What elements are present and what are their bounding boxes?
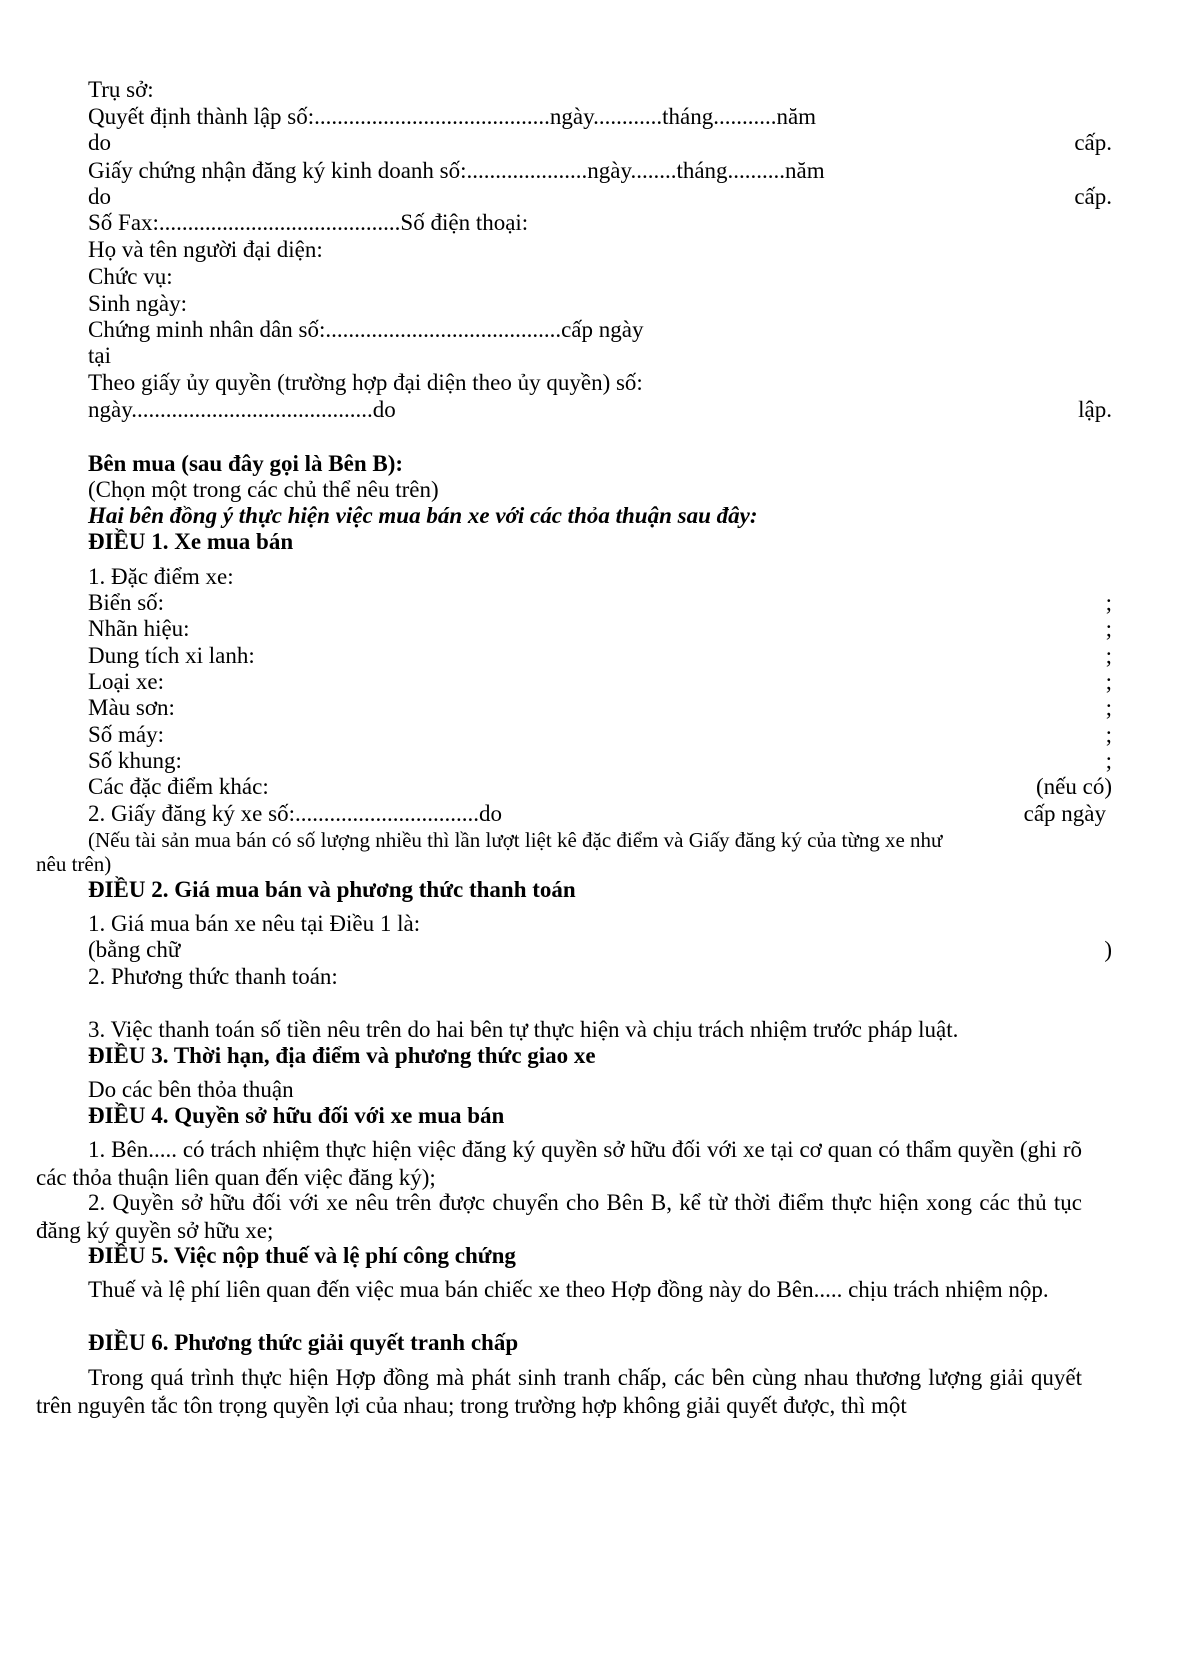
gia-mua-ban-line: 1. Giá mua bán xe nêu tại Điều 1 là: xyxy=(88,911,421,936)
hai-ben-dong-y-line: Hai bên đồng ý thực hiện việc mua bán xe với các thỏa thuận sau đây: xyxy=(88,503,758,528)
cmnd-line: Chứng minh nhân dân số:.........................................cấp ngày xyxy=(88,317,644,342)
dung-tich-line xyxy=(88,642,1112,670)
giay-chung-nhan-dkkd-line: Giấy chứng nhận đăng ký kinh doanh số:.....................ngày........tháng..........năm xyxy=(88,158,825,183)
close-paren: ) xyxy=(1104,937,1112,962)
semicolon: ; xyxy=(1105,669,1112,694)
semicolon: ; xyxy=(1105,748,1112,773)
neu-tai-san-line-1: (Nếu tài sản mua bán có số lượng nhiều thì lần lượt liệt kê đặc điểm và Giấy đăng ký của từng xe như xyxy=(88,828,943,852)
do-cac-ben-line: Do các bên thỏa thuận xyxy=(88,1077,294,1102)
so-khung-line xyxy=(88,747,1112,775)
bang-chu-line xyxy=(88,936,1112,964)
semicolon: ; xyxy=(1105,722,1112,747)
giay-dang-ky-xe-label: 2. Giấy đăng ký xe số:................................do xyxy=(88,801,502,826)
so-khung-label: Số khung: xyxy=(88,748,182,773)
ben-mua-heading: Bên mua (sau đây gọi là Bên B): xyxy=(88,451,404,476)
dieu-4-heading: ĐIỀU 4. Quyền sở hữu đối với xe mua bán xyxy=(88,1103,505,1128)
dac-diem-xe-line: 1. Đặc điểm xe: xyxy=(88,564,234,589)
loai-xe-line xyxy=(88,668,1112,696)
do-cap-line-1 xyxy=(88,129,1112,157)
cap-ngay-label: cấp ngày xyxy=(1023,801,1106,826)
dung-tich-label: Dung tích xi lanh: xyxy=(88,643,255,668)
ngay-do-label: ngày..........................................do xyxy=(88,397,396,422)
sinh-ngay-line: Sinh ngày: xyxy=(88,291,188,316)
dac-diem-khac-line xyxy=(88,773,1112,801)
dieu-4-paragraph-1: 1. Bên..... có trách nhiệm thực hiện việc đăng ký quyền sở hữu đối với xe tại cơ quan có thẩm quyền (ghi rõ các thỏa thuận liên quan đến việc đăng ký); xyxy=(36,1137,1082,1190)
phuong-thuc-thanh-toan-line: 2. Phương thức thanh toán: xyxy=(88,964,338,989)
nhan-hieu-line xyxy=(88,615,1112,643)
cap-label: cấp. xyxy=(1074,184,1112,209)
semicolon: ; xyxy=(1105,590,1112,615)
mau-son-label: Màu sơn: xyxy=(88,695,175,720)
dieu-3-heading: ĐIỀU 3. Thời hạn, địa điểm và phương thức giao xe xyxy=(88,1043,596,1068)
do-label: do xyxy=(88,184,111,209)
viec-thanh-toan-line: 3. Việc thanh toán số tiền nêu trên do hai bên tự thực hiện và chịu trách nhiệm trước pháp luật. xyxy=(88,1017,959,1042)
quyet-dinh-thanh-lap-line: Quyết định thành lập số:.........................................ngày............tháng...........năm xyxy=(88,104,817,129)
dieu-5-paragraph: Thuế và lệ phí liên quan đến việc mua bán chiếc xe theo Hợp đồng này do Bên..... chịu trách nhiệm nộp. xyxy=(88,1277,1049,1302)
neu-co-label: (nếu có) xyxy=(1036,774,1112,799)
chuc-vu-line: Chức vụ: xyxy=(88,264,173,289)
bang-chu-label: (bằng chữ xyxy=(88,937,181,962)
nhan-hieu-label: Nhãn hiệu: xyxy=(88,616,190,641)
do-label: do xyxy=(88,130,111,155)
dieu-4-paragraph-2: 2. Quyền sở hữu đối với xe nêu trên được chuyển cho Bên B, kể từ thời điểm thực hiện xong các thủ tục đăng ký quyền sở hữu xe; xyxy=(36,1190,1082,1243)
ngay-do-lap-line xyxy=(88,396,1112,424)
dieu-1-heading: ĐIỀU 1. Xe mua bán xyxy=(88,529,294,554)
cap-label: cấp. xyxy=(1074,130,1112,155)
bien-so-line xyxy=(88,589,1112,617)
ho-ten-dai-dien-line: Họ và tên người đại diện: xyxy=(88,237,323,262)
mau-son-line xyxy=(88,694,1112,722)
dieu-5-heading: ĐIỀU 5. Việc nộp thuế và lệ phí công chứng xyxy=(88,1243,516,1268)
dieu-6-paragraph: Trong quá trình thực hiện Hợp đồng mà phát sinh tranh chấp, các bên cùng nhau thương lượng giải quyết trên nguyên tắc tôn trọng quyền lợi của nhau; trong trường hợp không giải quyết được, thì một xyxy=(36,1365,1082,1418)
tai-line: tại xyxy=(88,343,111,368)
so-may-line xyxy=(88,721,1112,749)
semicolon: ; xyxy=(1105,695,1112,720)
so-fax-line: Số Fax:..........................................Số điện thoại: xyxy=(88,210,529,235)
tru-so-line: Trụ sở: xyxy=(88,77,154,102)
chon-chu-the-line: (Chọn một trong các chủ thể nêu trên) xyxy=(88,477,439,502)
dac-diem-khac-label: Các đặc điểm khác: xyxy=(88,774,269,799)
do-cap-line-2 xyxy=(88,183,1112,211)
semicolon: ; xyxy=(1105,616,1112,641)
loai-xe-label: Loại xe: xyxy=(88,669,164,694)
neu-tai-san-line-2: nêu trên) xyxy=(36,852,112,876)
giay-uy-quyen-line: Theo giấy ủy quyền (trường hợp đại diện theo ủy quyền) số: xyxy=(88,370,643,395)
semicolon: ; xyxy=(1105,643,1112,668)
giay-dang-ky-xe-line xyxy=(88,800,1106,828)
lap-label: lập. xyxy=(1078,397,1112,422)
dieu-2-heading: ĐIỀU 2. Giá mua bán và phương thức thanh toán xyxy=(88,877,576,902)
bien-so-label: Biển số: xyxy=(88,590,165,615)
so-may-label: Số máy: xyxy=(88,722,165,747)
dieu-6-heading: ĐIỀU 6. Phương thức giải quyết tranh chấp xyxy=(88,1330,519,1355)
